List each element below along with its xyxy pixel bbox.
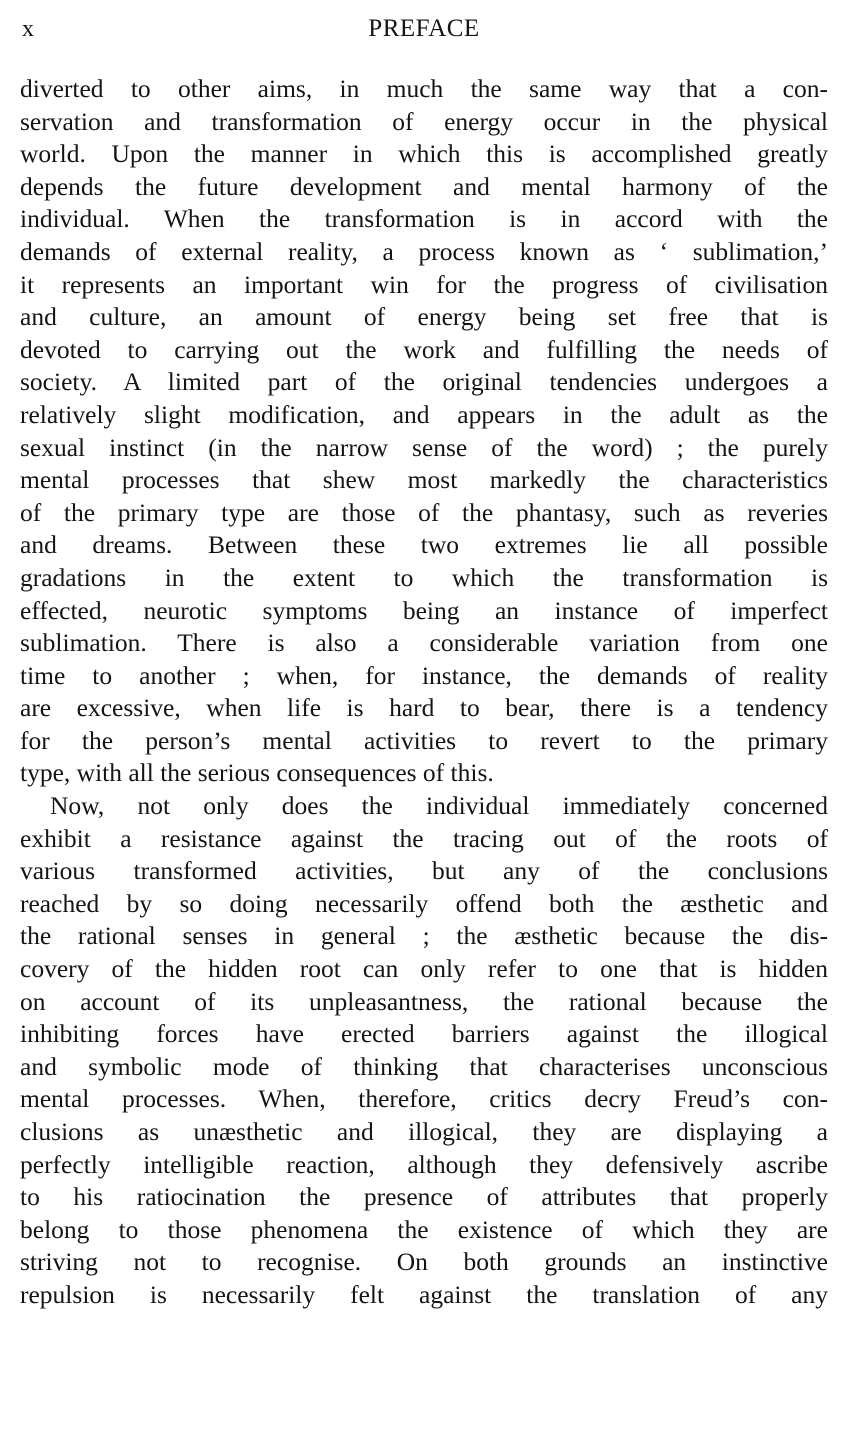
text-line: and dreams. Between these two extremes lie all possible — [20, 530, 828, 560]
text-line: the rational senses in general ; the æsthetic because the dis- — [20, 921, 828, 951]
text-line: servation and transformation of energy occur in the physical — [20, 106, 828, 136]
text-line: type, with all the serious consequences of this. — [20, 758, 494, 788]
text-line: devoted to carrying out the work and fulfilling the needs of — [20, 334, 828, 364]
text-line: sexual instinct (in the narrow sense of the word) ; the purely — [20, 432, 828, 462]
text-line: sublimation. There is also a considerable variation from one — [20, 628, 828, 658]
text-line: mental processes that shew most markedly the characteristics — [20, 465, 828, 495]
text-line: society. A limited part of the original tendencies undergoes a — [20, 367, 828, 397]
text-line: individual. When the transformation is in accord with the — [20, 204, 828, 234]
paragraph-1 — [20, 73, 828, 790]
text-line: clusions as unæsthetic and illogical, they are displaying a — [20, 1117, 828, 1146]
paragraph-2 — [20, 790, 828, 1312]
text-line: and culture, an amount of energy being set free that is — [20, 302, 828, 332]
text-line: covery of the hidden root can only refer to one that is hidden — [20, 954, 828, 984]
text-line: time to another ; when, for instance, the demands of reality — [20, 660, 828, 690]
text-line: mental processes. When, therefore, critics decry Freud’s con- — [20, 1084, 828, 1114]
text-line: striving not to recognise. On both grounds an instinctive — [20, 1247, 828, 1277]
text-line: reached by so doing necessarily offend both the æsthetic and — [20, 888, 828, 918]
page-header — [20, 10, 828, 46]
running-head: PREFACE — [368, 15, 480, 42]
text-line: repulsion is necessarily felt against the translation of any — [20, 1279, 828, 1309]
text-line: are excessive, when life is hard to bear, there is a tendency — [20, 693, 828, 723]
text-line: to his ratiocination the presence of attributes that properly — [20, 1182, 828, 1212]
text-line: Now, not only does the individual immediately concerned — [50, 791, 828, 821]
text-line: belong to those phenomena the existence of which they are — [20, 1214, 828, 1244]
text-line: world. Upon the manner in which this is accomplished greatly — [20, 139, 828, 169]
text-line: diverted to other aims, in much the same way that a con- — [20, 74, 828, 103]
text-line: and symbolic mode of thinking that characterises unconscious — [20, 1051, 828, 1081]
page-number: x — [22, 16, 34, 42]
text-line: it represents an important win for the progress of civilisation — [20, 269, 828, 299]
text-line: for the person’s mental activities to revert to the primary — [20, 725, 828, 755]
text-line: gradations in the extent to which the transformation is — [20, 562, 828, 592]
text-line: various transformed activities, but any of the conclusions — [20, 856, 828, 886]
text-line: of the primary type are those of the phantasy, such as reveries — [20, 497, 828, 527]
text-line: demands of external reality, a process known as ‘ sublimation,’ — [20, 236, 828, 266]
body-text — [20, 73, 828, 1312]
text-line: perfectly intelligible reaction, although they defensively ascribe — [20, 1149, 828, 1179]
text-line: depends the future development and mental harmony of the — [20, 171, 828, 201]
text-line: relatively slight modification, and appears in the adult as the — [20, 399, 828, 429]
text-line: effected, neurotic symptoms being an instance of imperfect — [20, 595, 828, 625]
text-line: exhibit a resistance against the tracing out of the roots of — [20, 823, 828, 853]
text-line: on account of its unpleasantness, the rational because the — [20, 986, 828, 1016]
text-line: inhibiting forces have erected barriers against the illogical — [20, 1019, 828, 1049]
